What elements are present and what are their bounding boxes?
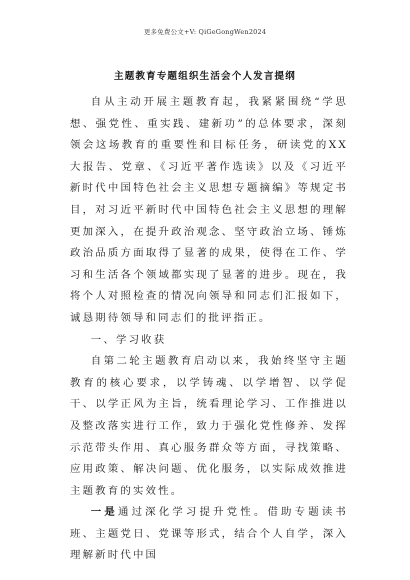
document-body [70, 92, 348, 567]
paragraph-point-one [70, 502, 348, 567]
header-note: 更多免费公文+V: QiGeGongWen2024 [143, 28, 267, 36]
section-heading-study-gains: 一、学习收获 [90, 333, 167, 346]
paragraph-intro: 自从主动开展主题教育起，我紧紧围绕“学思想、强党性、重实践、建新功”的总体要求，深刻领会这场教育的重要性和目标任务，研读党的XX大报告、党章、《习近平著作选读》以及《习近平新时代中国特色社会主义思想专题摘编》等规定书目，对习近平新时代中国特色社会主义思想的理解更加深入，在提升政治观念、坚守政治立场、锤炼政治品质方面取得了显著的成果，使得在工作、学习和生活各个领域都实现了显著的进步。现在，我将个人对照检查的情况向领导和同志们汇报如下，诚恳期待领导和同志们的批评指正。 [70, 96, 348, 324]
document-title: 主题教育专题组织生活会个人发言提纲 [114, 71, 296, 82]
point-one-text: 通过深化学习提升党性。借助专题读书班、主题党日、党课等形式，结合个人自学，深入理解新时代中国 [70, 506, 348, 562]
point-one-lead: 一是 [90, 506, 118, 519]
paragraph-study-gains: 自第二轮主题教育启动以来，我始终坚守主题教育的核心要求，以学铸魂、以学增智、以学促干、以学正风为主旨，统看理论学习、工作推进以及整改落实进行工作，致力于强化党性修养、发挥示范带头作用、真心服务群众等方面，寻找策略、应用政策、解决问题、优化服务，以实际成效推进主题教育的实效性。 [70, 355, 348, 497]
